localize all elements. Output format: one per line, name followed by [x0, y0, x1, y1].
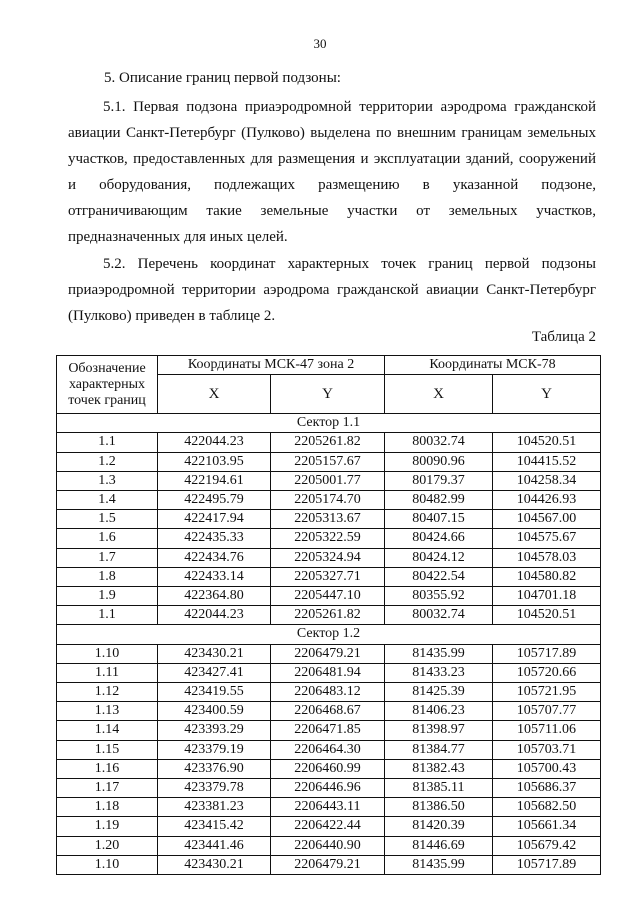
- msk47-x-cell: 422435.33: [158, 529, 271, 548]
- msk47-x-cell: 423419.55: [158, 683, 271, 702]
- msk78-y-cell: 105721.95: [493, 683, 601, 702]
- point-id-cell: 1.9: [57, 587, 158, 606]
- msk78-y-cell: 104701.18: [493, 587, 601, 606]
- msk47-x-cell: 422433.14: [158, 567, 271, 586]
- msk47-x-cell: 423415.42: [158, 817, 271, 836]
- msk78-x-cell: 81382.43: [385, 759, 493, 778]
- point-id-cell: 1.4: [57, 491, 158, 510]
- msk47-x-cell: 423376.90: [158, 759, 271, 778]
- msk47-y-cell: 2206464.30: [271, 740, 385, 759]
- msk78-y-cell: 104567.00: [493, 510, 601, 529]
- point-id-cell: 1.1: [57, 433, 158, 452]
- msk47-x-cell: 423379.78: [158, 779, 271, 798]
- table-row: [57, 529, 601, 548]
- msk78-x-cell: 80090.96: [385, 452, 493, 471]
- header-msk78-y: Y: [493, 375, 601, 414]
- table-row: [57, 491, 601, 510]
- msk78-y-cell: 104258.34: [493, 471, 601, 490]
- msk47-y-cell: 2206460.99: [271, 759, 385, 778]
- point-id-cell: 1.13: [57, 702, 158, 721]
- msk78-y-cell: 105711.06: [493, 721, 601, 740]
- msk47-x-cell: 422495.79: [158, 491, 271, 510]
- msk47-x-cell: 423430.21: [158, 644, 271, 663]
- msk78-x-cell: 80032.74: [385, 606, 493, 625]
- msk47-y-cell: 2205174.70: [271, 491, 385, 510]
- point-id-cell: 1.6: [57, 529, 158, 548]
- msk47-y-cell: 2206446.96: [271, 779, 385, 798]
- msk78-x-cell: 80032.74: [385, 433, 493, 452]
- table-row: [57, 759, 601, 778]
- msk78-y-cell: 105720.66: [493, 663, 601, 682]
- sector-header-row: [57, 414, 601, 433]
- header-point-designation: Обозначение характерных точек границ: [57, 356, 158, 414]
- msk78-y-cell: 105700.43: [493, 759, 601, 778]
- msk47-x-cell: 422044.23: [158, 433, 271, 452]
- table-row: [57, 644, 601, 663]
- point-id-cell: 1.19: [57, 817, 158, 836]
- msk47-x-cell: 422194.61: [158, 471, 271, 490]
- header-msk78-x: X: [385, 375, 493, 414]
- msk47-x-cell: 422044.23: [158, 606, 271, 625]
- msk78-x-cell: 81406.23: [385, 702, 493, 721]
- point-id-cell: 1.5: [57, 510, 158, 529]
- msk78-y-cell: 105682.50: [493, 798, 601, 817]
- msk47-y-cell: 2206443.11: [271, 798, 385, 817]
- msk47-x-cell: 423427.41: [158, 663, 271, 682]
- header-msk47-x: X: [158, 375, 271, 414]
- msk78-x-cell: 80424.66: [385, 529, 493, 548]
- msk47-y-cell: 2205327.71: [271, 567, 385, 586]
- msk47-x-cell: 423393.29: [158, 721, 271, 740]
- sector-header-row: [57, 625, 601, 644]
- table-row: [57, 433, 601, 452]
- point-id-cell: 1.3: [57, 471, 158, 490]
- msk78-y-cell: 104520.51: [493, 606, 601, 625]
- msk47-y-cell: 2205324.94: [271, 548, 385, 567]
- msk78-y-cell: 104580.82: [493, 567, 601, 586]
- page-number: 30: [313, 36, 327, 51]
- msk78-x-cell: 80424.12: [385, 548, 493, 567]
- msk78-y-cell: 104578.03: [493, 548, 601, 567]
- table-row: [57, 606, 601, 625]
- msk47-x-cell: 423441.46: [158, 836, 271, 855]
- point-id-cell: 1.16: [57, 759, 158, 778]
- msk47-x-cell: 423430.21: [158, 855, 271, 874]
- paragraph-5-1: 5.1. Первая подзона приаэродромной территории аэродрома гражданской авиации Санкт-Петербург (Пулково) выделена по внешним границам земельных участков, предоставленных для размещения и эксплуатации зданий, сооружений и оборудования, подлежащих размещению в указанной подзоне, отграничивающим такие земельные участки от земельных участков, предназначенных для иных целей.: [68, 99, 596, 245]
- msk47-y-cell: 2206471.85: [271, 721, 385, 740]
- msk78-y-cell: 104415.52: [493, 452, 601, 471]
- point-id-cell: 1.15: [57, 740, 158, 759]
- header-msk47-y: Y: [271, 375, 385, 414]
- msk47-y-cell: 2205322.59: [271, 529, 385, 548]
- msk78-y-cell: 105661.34: [493, 817, 601, 836]
- msk78-y-cell: 104520.51: [493, 433, 601, 452]
- msk47-y-cell: 2205313.67: [271, 510, 385, 529]
- msk78-x-cell: 81435.99: [385, 855, 493, 874]
- msk78-y-cell: 105679.42: [493, 836, 601, 855]
- msk78-x-cell: 81386.50: [385, 798, 493, 817]
- msk78-y-cell: 104575.67: [493, 529, 601, 548]
- msk78-x-cell: 80407.15: [385, 510, 493, 529]
- table-row: [57, 510, 601, 529]
- table-row: [57, 779, 601, 798]
- msk78-x-cell: 80179.37: [385, 471, 493, 490]
- msk47-y-cell: 2205001.77: [271, 471, 385, 490]
- msk78-x-cell: 81385.11: [385, 779, 493, 798]
- msk47-y-cell: 2206440.90: [271, 836, 385, 855]
- sector-name: Сектор 1.1: [57, 414, 601, 433]
- sector-name: Сектор 1.2: [57, 625, 601, 644]
- table-row: [57, 855, 601, 874]
- point-id-cell: 1.12: [57, 683, 158, 702]
- msk78-x-cell: 81435.99: [385, 644, 493, 663]
- table-row: [57, 663, 601, 682]
- point-id-cell: 1.10: [57, 644, 158, 663]
- point-id-cell: 1.20: [57, 836, 158, 855]
- header-msk47: Координаты МСК-47 зона 2: [158, 356, 385, 375]
- table-row: [57, 452, 601, 471]
- msk47-x-cell: 423400.59: [158, 702, 271, 721]
- msk78-x-cell: 81433.23: [385, 663, 493, 682]
- table-row: [57, 567, 601, 586]
- point-id-cell: 1.14: [57, 721, 158, 740]
- table-row: [57, 587, 601, 606]
- msk78-x-cell: 80355.92: [385, 587, 493, 606]
- msk47-y-cell: 2205157.67: [271, 452, 385, 471]
- table-row: [57, 798, 601, 817]
- msk78-x-cell: 81446.69: [385, 836, 493, 855]
- msk78-y-cell: 105707.77: [493, 702, 601, 721]
- msk47-y-cell: 2206479.21: [271, 644, 385, 663]
- msk78-y-cell: 105717.89: [493, 855, 601, 874]
- msk47-y-cell: 2205447.10: [271, 587, 385, 606]
- msk47-x-cell: 422417.94: [158, 510, 271, 529]
- msk47-y-cell: 2206422.44: [271, 817, 385, 836]
- msk47-y-cell: 2205261.82: [271, 433, 385, 452]
- point-id-cell: 1.2: [57, 452, 158, 471]
- point-id-cell: 1.11: [57, 663, 158, 682]
- msk47-x-cell: 423381.23: [158, 798, 271, 817]
- msk47-x-cell: 422364.80: [158, 587, 271, 606]
- table-row: [57, 740, 601, 759]
- table-row: [57, 721, 601, 740]
- point-id-cell: 1.18: [57, 798, 158, 817]
- table-row: [57, 817, 601, 836]
- msk47-y-cell: 2206483.12: [271, 683, 385, 702]
- coordinates-table: [56, 355, 601, 875]
- msk78-y-cell: 105717.89: [493, 644, 601, 663]
- msk47-y-cell: 2206481.94: [271, 663, 385, 682]
- table-row: [57, 836, 601, 855]
- msk47-y-cell: 2206468.67: [271, 702, 385, 721]
- table-row: [57, 683, 601, 702]
- point-id-cell: 1.10: [57, 855, 158, 874]
- header-msk78: Координаты МСК-78: [385, 356, 601, 375]
- point-id-cell: 1.7: [57, 548, 158, 567]
- point-id-cell: 1.17: [57, 779, 158, 798]
- point-id-cell: 1.1: [57, 606, 158, 625]
- table-caption: Таблица 2: [531, 329, 596, 345]
- table-row: [57, 471, 601, 490]
- table-body: [57, 414, 601, 875]
- msk78-x-cell: 80422.54: [385, 567, 493, 586]
- msk78-x-cell: 81425.39: [385, 683, 493, 702]
- msk47-x-cell: 423379.19: [158, 740, 271, 759]
- point-id-cell: 1.8: [57, 567, 158, 586]
- msk78-x-cell: 81398.97: [385, 721, 493, 740]
- msk78-y-cell: 104426.93: [493, 491, 601, 510]
- section-heading: 5. Описание границ первой подзоны:: [104, 70, 341, 86]
- table-row: [57, 702, 601, 721]
- paragraph-5-2: 5.2. Перечень координат характерных точек границ первой подзоны приаэродромной территории аэродрома гражданской авиации Санкт-Петербург (Пулково) приведен в таблице 2.: [68, 256, 596, 324]
- msk47-y-cell: 2205261.82: [271, 606, 385, 625]
- msk78-x-cell: 81420.39: [385, 817, 493, 836]
- msk78-x-cell: 80482.99: [385, 491, 493, 510]
- msk47-x-cell: 422103.95: [158, 452, 271, 471]
- msk47-y-cell: 2206479.21: [271, 855, 385, 874]
- msk47-x-cell: 422434.76: [158, 548, 271, 567]
- msk78-y-cell: 105686.37: [493, 779, 601, 798]
- table-row: [57, 548, 601, 567]
- msk78-y-cell: 105703.71: [493, 740, 601, 759]
- msk78-x-cell: 81384.77: [385, 740, 493, 759]
